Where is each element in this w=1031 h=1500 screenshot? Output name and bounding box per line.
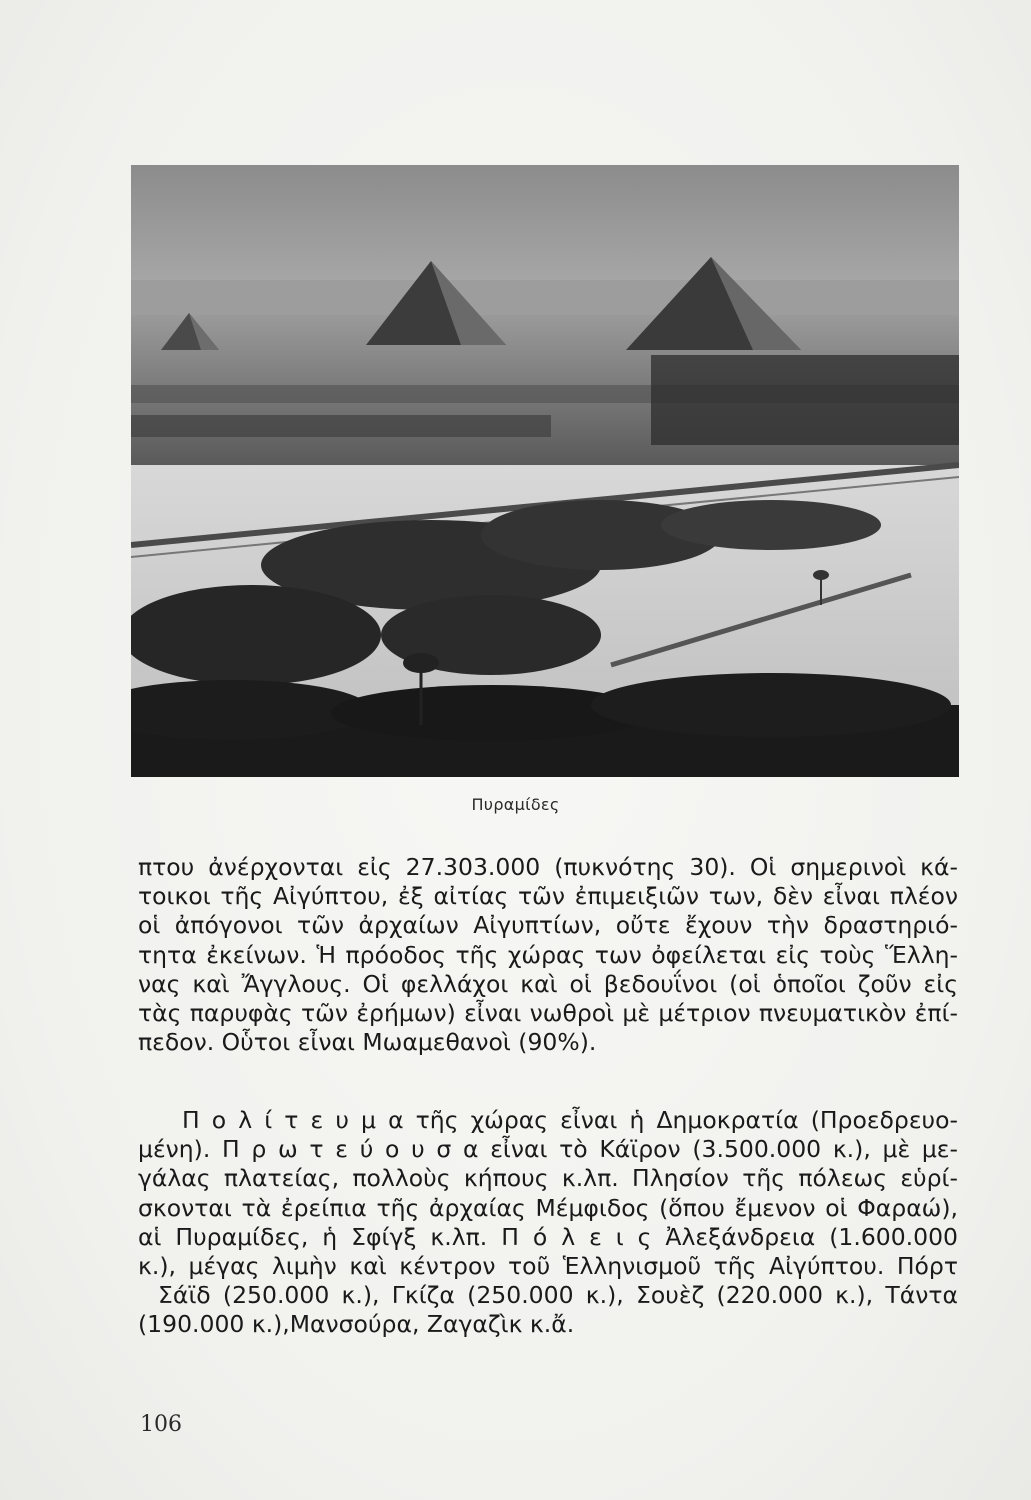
text-line: κ.), μέγας λιμὴν καὶ κέντρον τοῦ Ἑλληνισμοῦ τῆς Αἰγύπτου. Πόρτ (138, 1252, 958, 1281)
text-line: σκονται τὰ ἐρείπια τῆς ἀρχαίας Μέμφιδος (ὅπου ἔμενον οἱ Φαραώ), (138, 1193, 958, 1222)
text-line: αἱ Πυραμίδες, ἡ Σφίγξ κ.λπ. Π ό λ ε ι ς Ἀλεξάνδρεια (1.600.000 (138, 1222, 958, 1251)
text-line: Σάϊδ (250.000 κ.), Γκίζα (250.000 κ.), Σουὲζ (220.000 κ.), Τάντα (158, 1281, 958, 1310)
paragraph-government (138, 1106, 958, 1340)
text-line: μένη). Π ρ ω τ ε ύ ο υ σ α εἶναι τὸ Κάϊρον (3.500.000 κ.), μὲ με- (138, 1135, 958, 1164)
text-line: πτου ἀνέρχονται εἰς 27.303.000 (πυκνότης 30). Οἱ σημερινοὶ κά- (138, 853, 958, 881)
paragraph-population (138, 853, 958, 1057)
photo-caption: Πυραμίδες (471, 795, 560, 814)
text-line: τητα ἐκείνων. Ἡ πρόοδος τῆς χώρας των ὀφείλεται εἰς τοὺς Ἕλλη- (138, 940, 958, 969)
text-line: (190.000 κ.),Μανσούρα, Ζαγαζὶκ κ.ἄ. (138, 1310, 575, 1339)
text-line: τὰς παρυφὰς τῶν ἐρήμων) εἶναι νωθροὶ μὲ μέτριον πνευματικὸν ἐπί- (138, 999, 958, 1028)
text-line: Π ο λ ί τ ε υ μ α τῆς χώρας εἶναι ἡ Δημοκρατία (Προεδρευο- (182, 1106, 958, 1134)
text-line: οἱ ἀπόγονοι τῶν ἀρχαίων Αἰγυπτίων, οὔτε ἔχουν τὴν δραστηριό- (138, 911, 958, 940)
text-line: τοικοι τῆς Αἰγύπτου, ἐξ αἰτίας τῶν ἐπιμειξιῶν των, δὲν εἶναι πλέον (138, 882, 958, 911)
page-number: 106 (140, 1412, 182, 1437)
pyramids-photo (131, 165, 959, 777)
text-line: νας καὶ Ἄγγλους. Οἱ φελλάχοι καὶ οἱ βεδουΐνοι (οἱ ὁποῖοι ζοῦν εἰς (138, 969, 958, 998)
text-line: πεδον. Οὗτοι εἶναι Μωαμεθανοὶ (90%). (138, 1028, 597, 1057)
text-line: γάλας πλατείας, πολλοὺς κήπους κ.λπ. Πλησίον τῆς πόλεως εὑρί- (138, 1164, 958, 1193)
